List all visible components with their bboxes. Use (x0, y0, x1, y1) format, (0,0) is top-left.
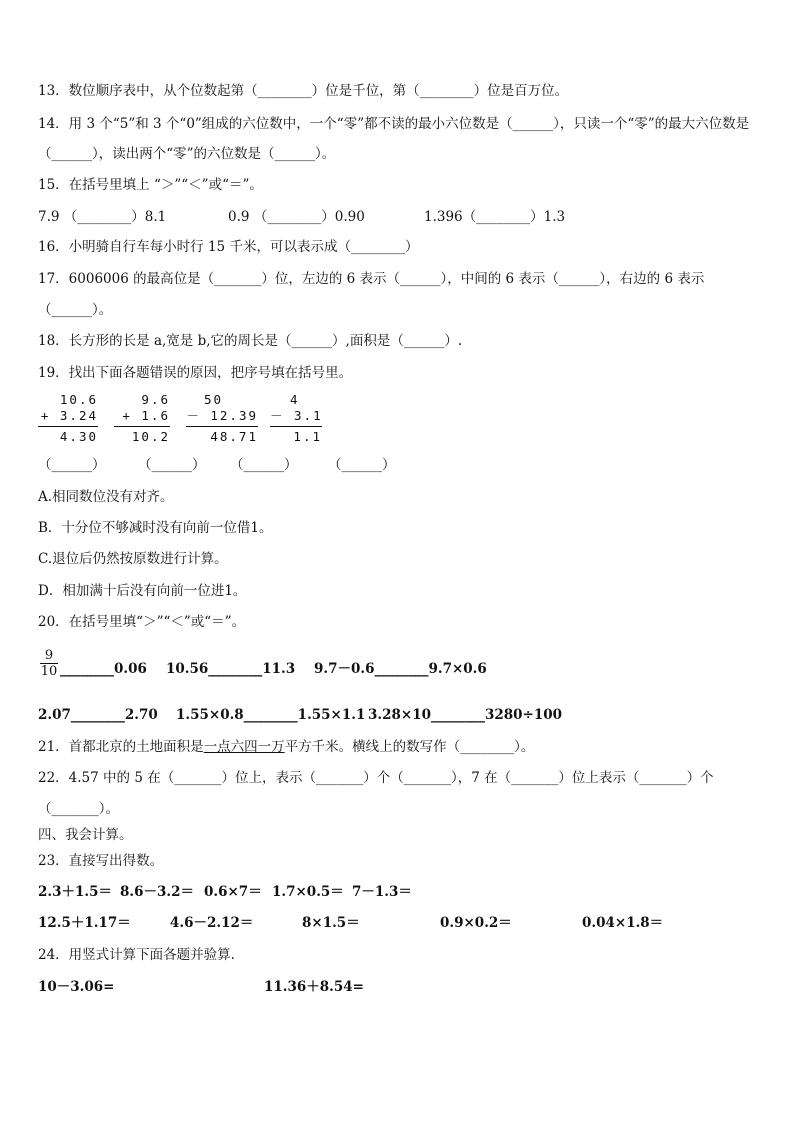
question-19: 19．找出下面各题错误的原因，把序号填在括号里。 (38, 365, 353, 381)
question-21: 21．首都北京的土地面积是一点六四一万平方千米。横线上的数写作（________）。 (38, 739, 535, 755)
question-22-line1: 22．4.57 中的 5 在（_______）位上，表示（_______）个（_______），7 在（_______）位上表示（_______）个 (38, 770, 714, 786)
question-20: 20．在括号里填“＞”“＜”或“＝”。 (38, 614, 246, 630)
calc-item: 0.6×7＝ (204, 884, 262, 900)
underlined-number-words: 一点六四一万 (203, 739, 285, 755)
question-23-row2 (38, 914, 738, 932)
reason-b: B．十分位不够减时没有向前一位借1。 (38, 520, 273, 536)
vertical-calc-3: 50 － 12.39 48.71 (186, 392, 258, 444)
question-24-items (38, 978, 538, 996)
compare-item: 2.07________2.70 (38, 707, 158, 723)
compare-item: 1.396（________）1.3 (424, 209, 566, 225)
question-18: 18．长方形的长是 a,宽是 b,它的周长是（______）,面积是（______）. (38, 333, 463, 349)
calc-item: 11.36＋8.54= (264, 979, 364, 995)
question-15: 15．在括号里填上 “＞”“＜”或“＝”。 (38, 177, 263, 193)
compare-item: 3.28×10________3280÷100 (368, 707, 563, 723)
question-17-line2: （______）。 (38, 302, 113, 318)
reason-d: D．相加满十后没有向前一位进1。 (38, 583, 247, 599)
calc-item: 7－1.3＝ (352, 884, 412, 900)
question-19-blanks (38, 456, 438, 474)
answer-blank[interactable]: （______） (138, 457, 206, 473)
compare-item: ________0.06 (60, 661, 147, 677)
compare-item: 0.9 （________）0.90 (228, 209, 365, 225)
calc-item: 8×1.5＝ (302, 915, 360, 931)
answer-blank[interactable]: （______） (38, 457, 106, 473)
question-15-items (38, 208, 738, 226)
vertical-calc-2: 9.6 + 1.6 10.2 (114, 392, 170, 445)
answer-blank[interactable]: （______） (328, 457, 396, 473)
calc-item: 0.9×0.2＝ (440, 915, 512, 931)
calc-item: 12.5＋1.17＝ (38, 915, 131, 931)
compare-item: 1.55×0.8________1.55×1.1 (176, 707, 366, 723)
fraction-nine-tenths: $\frac{9}{10}$ (40, 648, 58, 679)
calc-item: 10－3.06= (38, 979, 115, 995)
question-17-line1: 17．6006006 的最高位是（_______）位，左边的 6 表示（______），中间的 6 表示（______），右边的 6 表示 (38, 271, 705, 287)
vertical-calc-1: 10.6 + 3.24 4.30 (38, 392, 98, 445)
compare-item: 10.56________11.3 (166, 661, 296, 677)
compare-item: 7.9 （________）8.1 (38, 209, 167, 225)
calc-item: 4.6－2.12＝ (170, 915, 254, 931)
question-20-row2 (38, 706, 738, 724)
question-16: 16．小明骑自行车每小时行 15 千米，可以表示成（________） (38, 239, 419, 255)
calc-item: 0.04×1.8＝ (582, 915, 664, 931)
compare-item: 9.7－0.6________9.7×0.6 (314, 661, 487, 677)
calc-item: 2.3＋1.5＝ (38, 884, 112, 900)
question-23: 23．直接写出得数。 (38, 853, 164, 869)
question-13: 13．数位顺序表中，从个位数起第（________）位是千位，第（________）位是百万位。 (38, 83, 569, 99)
vertical-calc-4: 4 － 3.1 1.1 (270, 392, 323, 444)
reason-a: A.相同数位没有对齐。 (38, 489, 174, 505)
calc-item: 1.7×0.5＝ (272, 884, 344, 900)
reason-c: C.退位后仍然按原数进行计算。 (38, 551, 228, 567)
section-4-heading: 四、我会计算。 (38, 827, 133, 843)
question-14-line1: 14．用 3 个“5”和 3 个“0”组成的六位数中，一个“零”都不读的最小六位数是（______），只读一个“零”的最大六位数是 (38, 116, 750, 132)
question-23-row1 (38, 883, 738, 901)
question-14-line2: （______），读出两个“零”的六位数是（______）。 (38, 146, 336, 162)
answer-blank[interactable]: （______） (230, 457, 298, 473)
question-24: 24．用竖式计算下面各题并验算. (38, 947, 235, 963)
calc-item: 8.6－3.2＝ (120, 884, 194, 900)
question-22-line2: （_______）。 (38, 801, 119, 817)
question-20-row1 (38, 660, 738, 678)
